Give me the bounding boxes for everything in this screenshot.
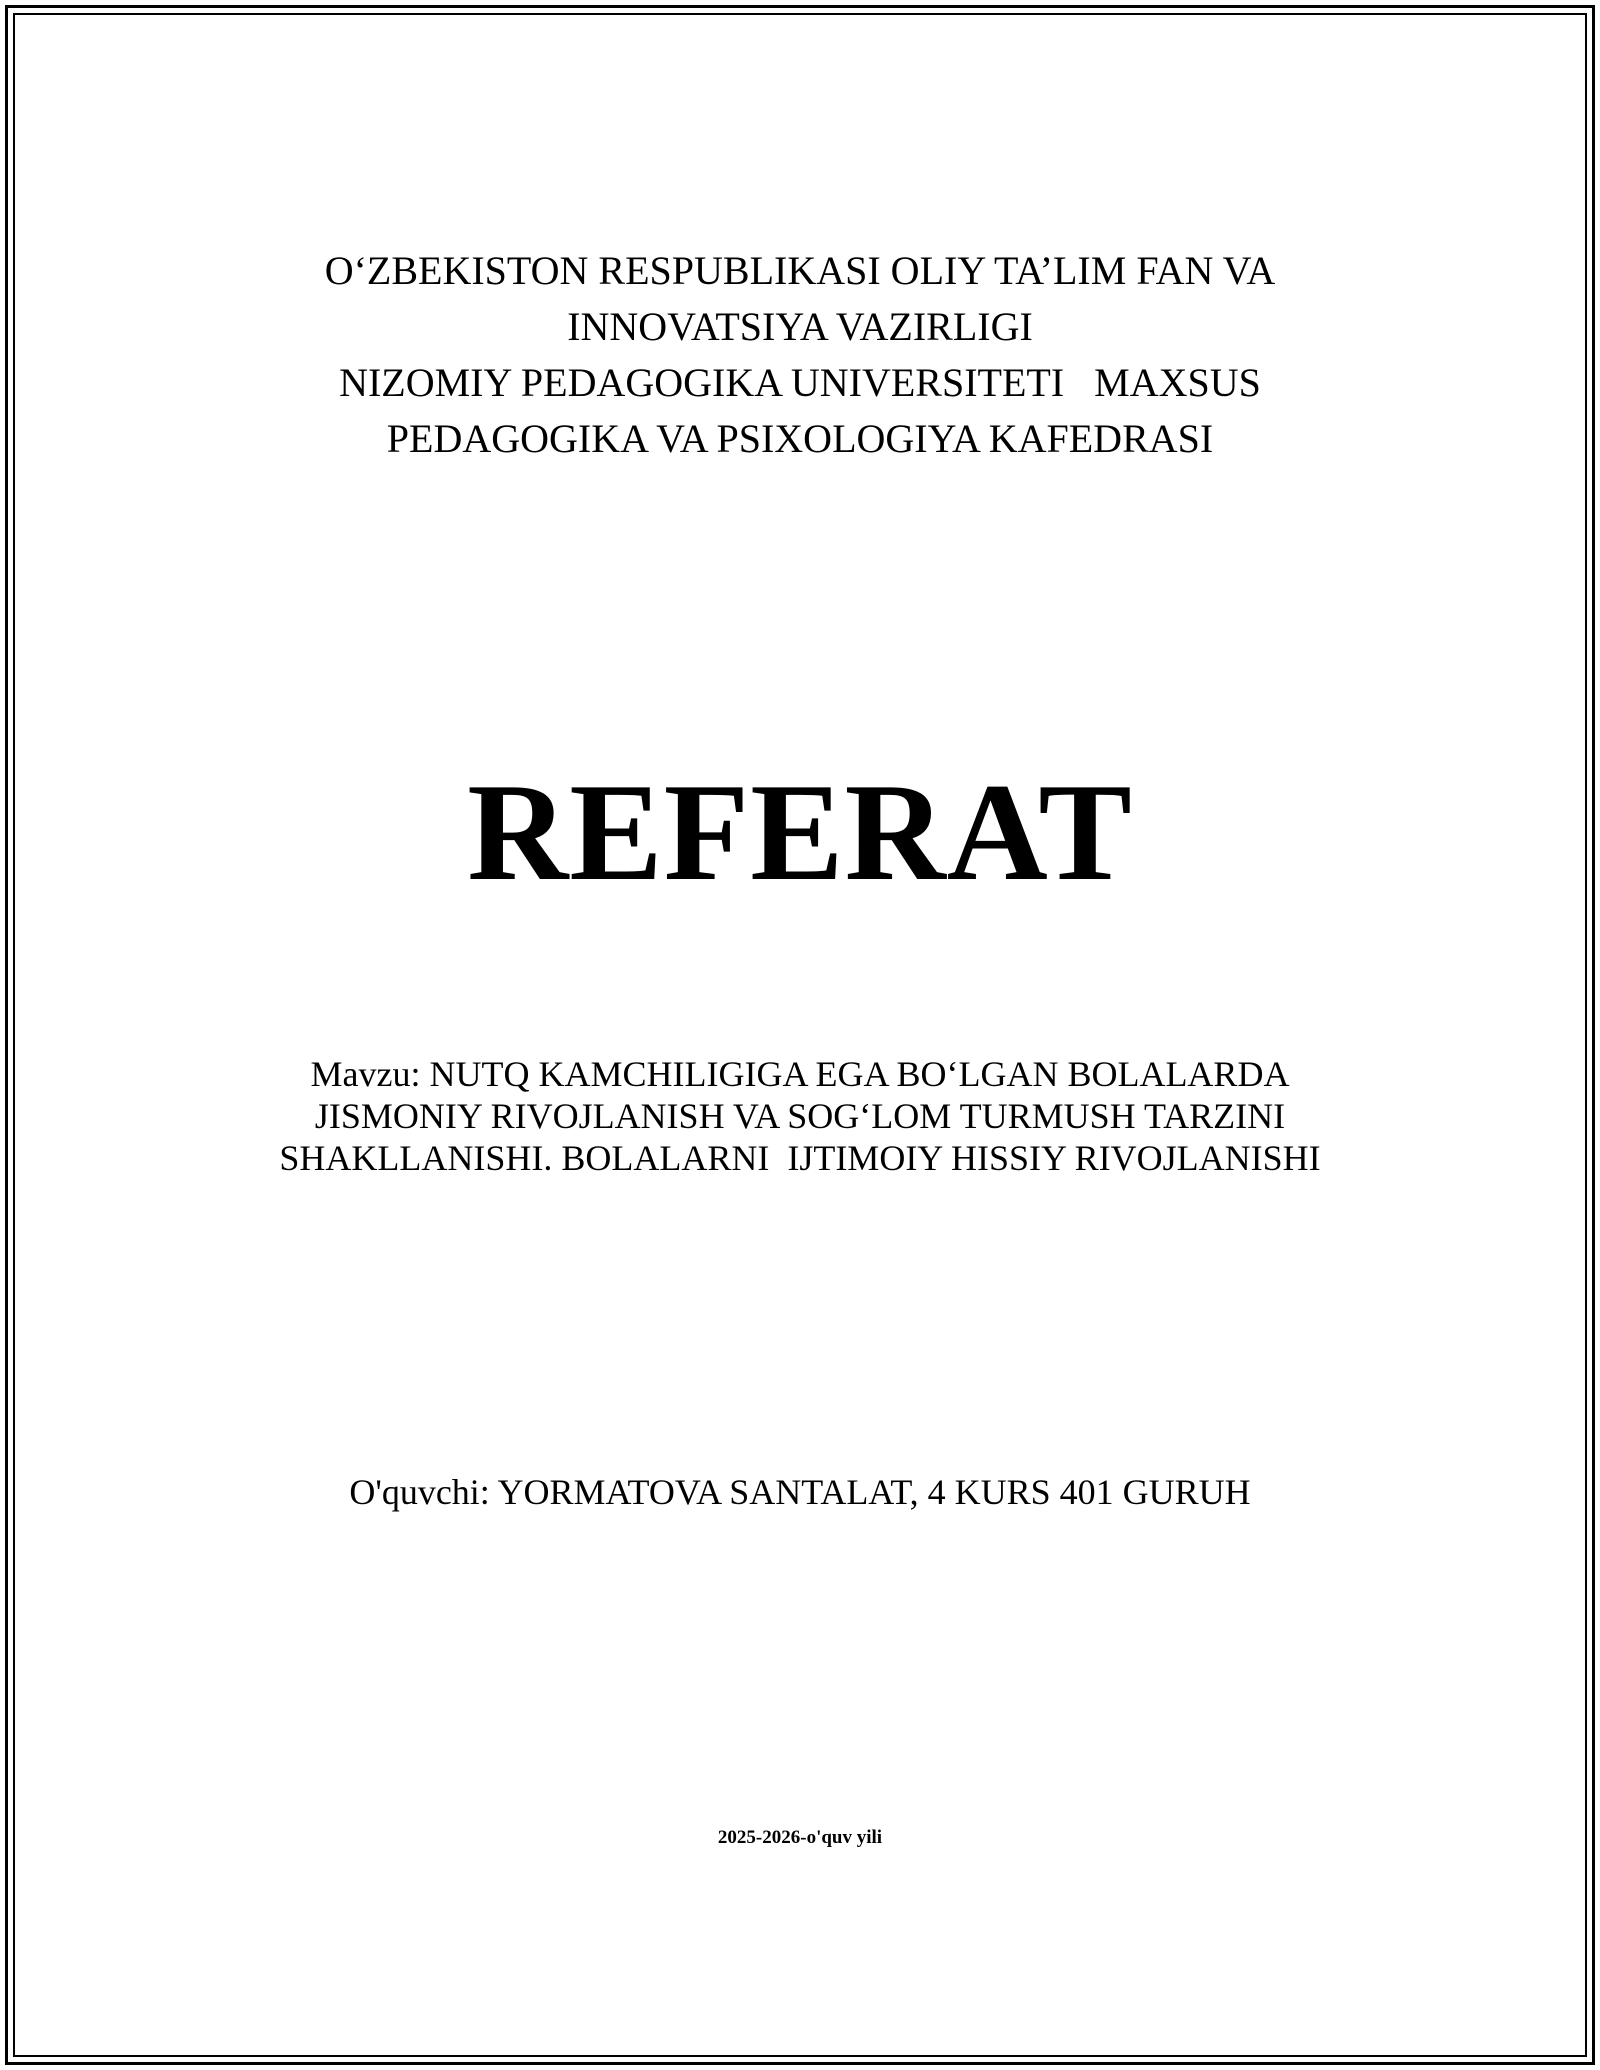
topic-section (0, 1053, 1600, 1179)
topic-line: SHAKLLANISHI. BOLALARNI IJTIMOIY HISSIY RIVOJLANISHI (279, 1138, 1321, 1178)
header-line: O‘ZBEKISTON RESPUBLIKASI OLIY TA’LIM FAN VA (324, 248, 1276, 293)
topic-line: JISMONIY RIVOJLANISH VA SOG‘LOM TURMUSH TARZINI (314, 1096, 1286, 1136)
student-info: O'quvchi: YORMATOVA SANTALAT, 4 KURS 401 GURUH (349, 1472, 1251, 1512)
header-line: PEDAGOGIKA VA PSIXOLOGIYA KAFEDRASI (386, 416, 1214, 461)
document-title: REFERAT (467, 755, 1133, 910)
header-line: NIZOMIY PEDAGOGIKA UNIVERSITETI MAXSUS (339, 360, 1261, 405)
header-line: INNOVATSIYA VAZIRLIGI (567, 304, 1033, 349)
topic-line: Mavzu: NUTQ KAMCHILIGIGA EGA BO‘LGAN BOLALARDA (310, 1054, 1290, 1094)
academic-year: 2025-2026-o'quv yili (717, 1827, 883, 1848)
institution-header (0, 243, 1600, 467)
